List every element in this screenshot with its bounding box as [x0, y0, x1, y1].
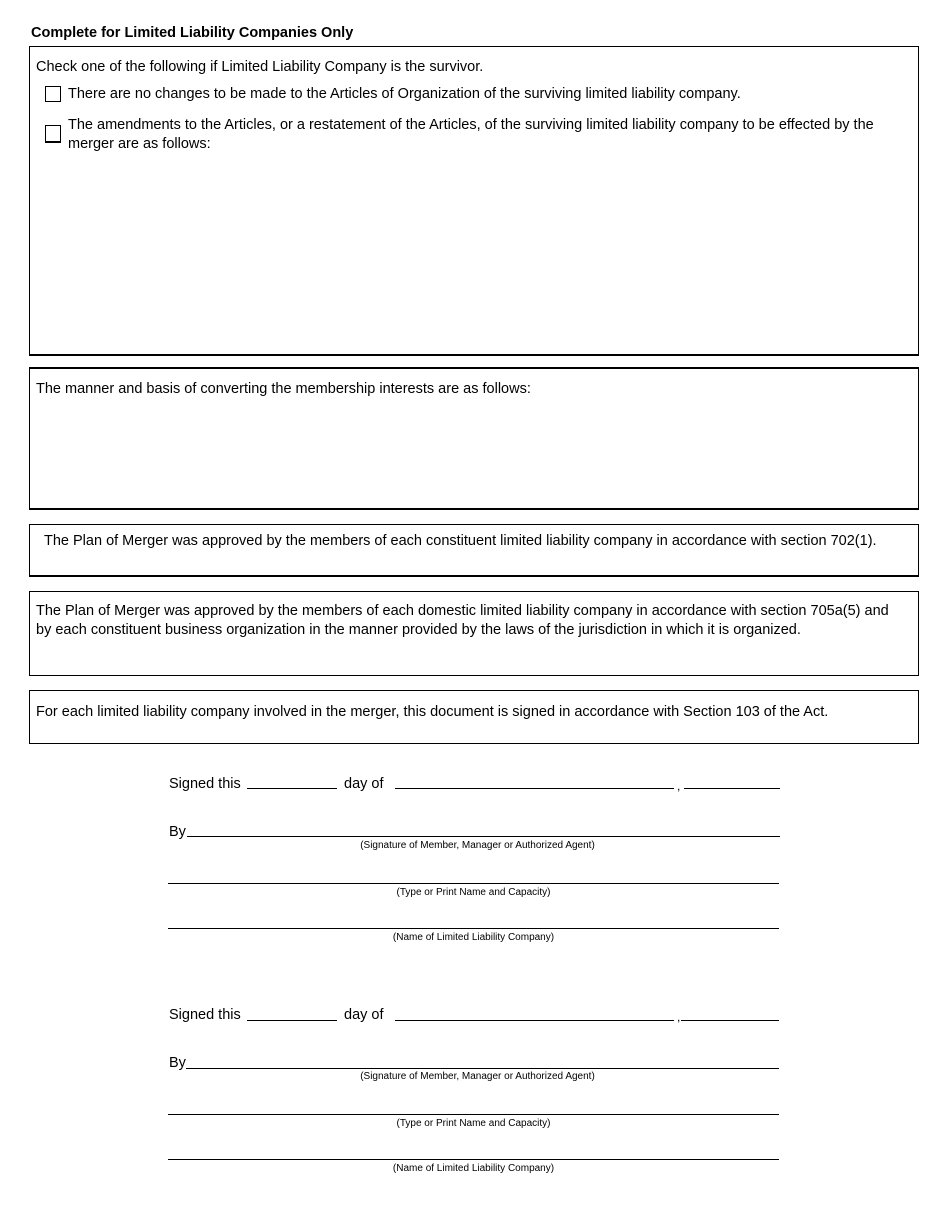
- approval-705-text: The Plan of Merger was approved by the members of each domestic limited liability company in accordance with section 705a(5) and by each constituent business organization in the manner provided by the laws of the jurisdiction in which it is organized.: [36, 603, 889, 638]
- company-name-caption: (Name of Limited Liability Company): [392, 932, 555, 943]
- approval-702-text: The Plan of Merger was approved by the members of each constituent limited liability company in accordance with section 702(1).: [44, 533, 877, 549]
- comma-label: ,: [677, 1010, 681, 1024]
- print-name-caption: (Type or Print Name and Capacity): [396, 1118, 551, 1129]
- survivor-options-box: [29, 46, 919, 356]
- by-label: By: [169, 824, 186, 840]
- day-field[interactable]: [247, 1020, 337, 1021]
- signing-statement-box: [29, 690, 919, 744]
- company-name-caption: (Name of Limited Liability Company): [392, 1163, 555, 1174]
- print-name-caption: (Type or Print Name and Capacity): [396, 887, 551, 898]
- conversion-text-area[interactable]: [36, 405, 912, 500]
- by-label: By: [169, 1055, 186, 1071]
- signature-field[interactable]: [187, 836, 780, 837]
- signature-caption: (Signature of Member, Manager or Authorized Agent): [360, 1071, 595, 1082]
- section-heading: Complete for Limited Liability Companies Only: [31, 25, 354, 41]
- survivor-instruction: Check one of the following if Limited Liability Company is the survivor.: [36, 59, 484, 75]
- no-changes-label: There are no changes to be made to the Articles of Organization of the surviving limited liability company.: [68, 86, 741, 102]
- year-field[interactable]: [681, 1020, 779, 1021]
- year-field[interactable]: [684, 788, 780, 789]
- day-of-label: day of: [344, 1007, 384, 1023]
- company-name-field[interactable]: [168, 1159, 779, 1160]
- approval-705-box: [29, 591, 919, 676]
- approval-702-box: [29, 524, 919, 577]
- no-changes-checkbox[interactable]: [45, 86, 61, 102]
- print-name-field[interactable]: [168, 1114, 779, 1115]
- print-name-field[interactable]: [168, 883, 779, 884]
- signed-this-label: Signed this: [169, 1007, 241, 1023]
- signing-statement-text: For each limited liability company involved in the merger, this document is signed in accordance with Section 103 of the Act.: [36, 704, 829, 720]
- company-name-field[interactable]: [168, 928, 779, 929]
- month-field[interactable]: [395, 788, 674, 789]
- signature-field[interactable]: [186, 1068, 779, 1069]
- day-field[interactable]: [247, 788, 337, 789]
- conversion-box: [29, 367, 919, 510]
- signed-this-label: Signed this: [169, 776, 241, 792]
- comma-label: ,: [677, 779, 681, 793]
- day-of-label: day of: [344, 776, 384, 792]
- conversion-label: The manner and basis of converting the membership interests are as follows:: [36, 381, 531, 397]
- month-field[interactable]: [395, 1020, 674, 1021]
- signature-caption: (Signature of Member, Manager or Authorized Agent): [360, 840, 595, 851]
- amendments-text-area[interactable]: [36, 157, 912, 347]
- amendments-checkbox[interactable]: [45, 125, 61, 143]
- amendments-label: The amendments to the Articles, or a restatement of the Articles, of the surviving limited liability company to be effected by the merger are as follows:: [68, 117, 874, 152]
